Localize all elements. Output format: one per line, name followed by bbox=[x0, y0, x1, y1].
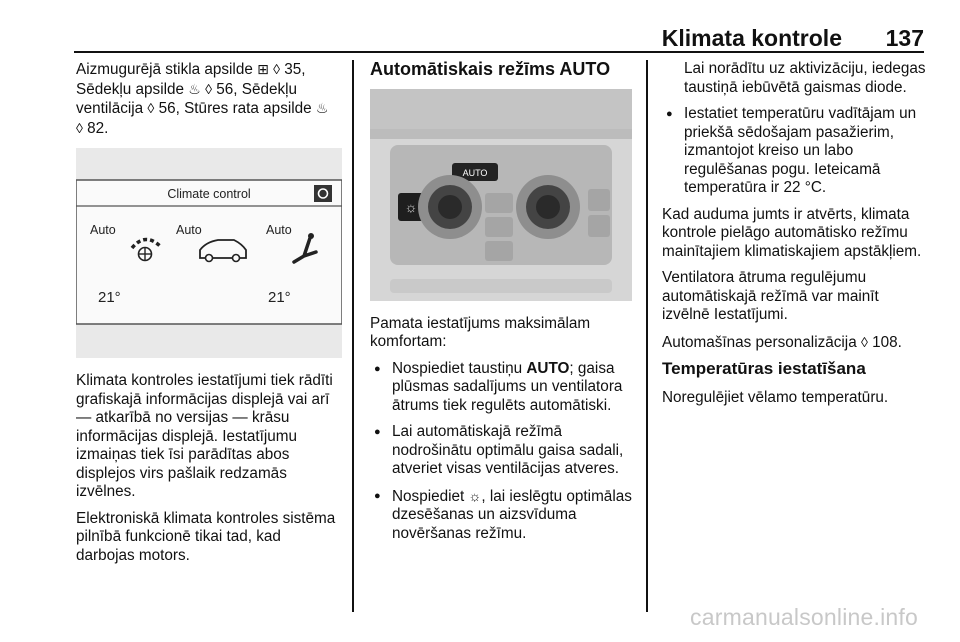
section-heading: Temperatūras iestatīšana bbox=[662, 359, 866, 378]
list-item: ● Lai automātiskajā režīmā nodrošinātu optimālu gaisa sadali, atveriet visas ventilācijas atveres. bbox=[370, 423, 632, 479]
list-item: ● Iestatiet temperatūru vadītājam un priekšā sēdošajam pasažierim, izmantojot kreiso un labo regulēšanas pogu. Ieteicamā temperatūra ir 22 °C. bbox=[662, 105, 928, 198]
body-paragraph: Klimata kontroles iestatījumi tiek rādīti grafiskajā informācijas displejā vai arī — atkarībā no versijas — krāsu informācijas displejā. Iestatījumu izmaiņas tiek īsi parādītas abos displejos virs pašlaik redzamās izvēlnes. bbox=[76, 372, 333, 500]
body-paragraph: Noregulējiet vēlamo temperatūru. bbox=[662, 388, 889, 406]
body-paragraph: Pamata iestatījums maksimālam komfortam: bbox=[370, 314, 591, 350]
body-paragraph: Ventilatora ātruma regulējumu automātiskajā režīmā var mainīt izvēlnē Iestatījumi. bbox=[662, 269, 879, 323]
bullet-continuation: Lai norādītu uz aktivizāciju, iedegas taustiņā iebūvētā gaismas diode. bbox=[684, 60, 926, 96]
steering-heat-icon: ♨ bbox=[315, 100, 329, 116]
defog-icon: ☼ bbox=[468, 487, 482, 504]
body-paragraph: Kad auduma jumts ir atvērts, klimata kontrole pielāgo automātisko režīmu mainītajiem klimatiskajiem apstākļiem. bbox=[662, 205, 922, 260]
section-heading: Automātiskais režīms AUTO bbox=[370, 59, 611, 79]
ref-arrow-icon: ◊ bbox=[273, 61, 281, 77]
page-header bbox=[0, 0, 960, 56]
column-1 bbox=[76, 60, 342, 573]
ref-arrow-icon: ◊ bbox=[860, 333, 868, 350]
body-paragraph: Elektroniskā klimata kontroles sistēma pilnībā funkcionē tikai tad, kad darbojas motors. bbox=[76, 509, 336, 564]
screen-auto-right: Auto bbox=[266, 223, 292, 237]
column-3 bbox=[662, 60, 928, 415]
page-title: Klimata kontrole bbox=[661, 25, 842, 51]
column-divider-right bbox=[646, 60, 648, 612]
bullet-list bbox=[662, 105, 928, 198]
auto-button-label: AUTO bbox=[462, 167, 488, 178]
column-divider-left bbox=[352, 60, 354, 612]
body-paragraph: Automašīnas personalizācija ◊ 108. bbox=[662, 333, 902, 351]
column-2 bbox=[370, 60, 632, 551]
screen-settings-icon bbox=[314, 185, 332, 202]
screen-title: Climate control bbox=[167, 187, 251, 201]
header-rule bbox=[74, 51, 924, 53]
ref-arrow-icon: ◊ bbox=[205, 80, 212, 97]
screen-temp-left: 21° bbox=[98, 289, 121, 306]
rear-window-heat-icon: ⊞ bbox=[257, 61, 269, 77]
list-item: ● Nospiediet taustiņu AUTO; gaisa plūsmas sadalījums un ventilatora ātrums tiek regulēts automātiski. bbox=[370, 360, 632, 416]
ref-arrow-icon: ◊ bbox=[76, 119, 83, 136]
defog-icon: ☼ bbox=[404, 198, 418, 215]
climate-control-panel-figure bbox=[370, 89, 632, 301]
screen-temp-right: 21° bbox=[268, 289, 291, 306]
page-number: 137 bbox=[885, 25, 924, 51]
screen-auto-mid: Auto bbox=[176, 223, 202, 237]
watermark: carmanualsonline.info bbox=[690, 604, 918, 630]
screen-auto-left: Auto bbox=[90, 223, 116, 237]
bullet-list bbox=[370, 360, 632, 544]
list-item: ● Nospiediet ☼, lai ieslēgtu optimālas dzesēšanas un aizsvīduma novēršanas režīmu. bbox=[370, 487, 632, 544]
cross-references: Aizmugurējā stikla apsilde ⊞ ◊ 35, Sēdekļu apsilde ♨ ◊ 56, Sēdekļu ventilācija ◊ 56, Stūres rata apsilde ♨ ◊ 82. bbox=[76, 61, 329, 137]
climate-display-figure bbox=[76, 148, 342, 358]
seat-heat-icon: ♨ bbox=[188, 80, 201, 97]
ref-arrow-icon: ◊ bbox=[147, 100, 155, 116]
